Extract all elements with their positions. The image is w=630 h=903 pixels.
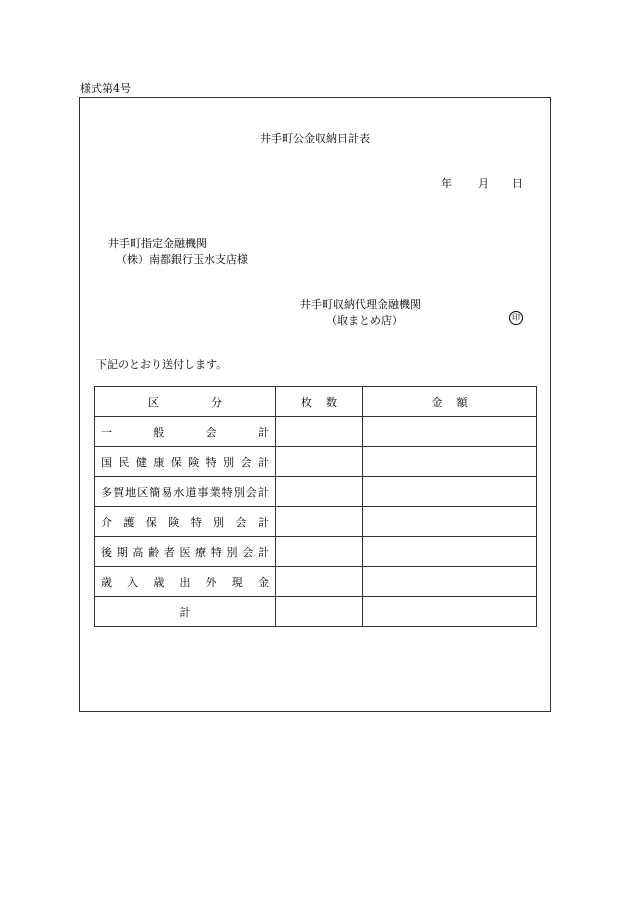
row-category-char: 水	[173, 485, 185, 499]
table-row	[95, 477, 537, 507]
row-amount-cell[interactable]	[363, 417, 537, 447]
row-category-char: 会	[245, 485, 257, 499]
row-category-label	[101, 454, 269, 470]
row-category-label	[101, 514, 269, 530]
sender-line-1: 井手町収納代理金融機関	[300, 298, 421, 311]
row-category-char: 会	[242, 545, 254, 559]
row-category-char: 康	[153, 455, 165, 469]
row-category-char: 金	[257, 575, 269, 589]
addressee-line-1: 井手町指定金融機関	[108, 237, 207, 250]
table-row	[95, 507, 537, 537]
row-category-char: 計	[257, 485, 269, 499]
row-category-char: 期	[116, 545, 128, 559]
row-category-char: 特	[221, 485, 233, 499]
row-category-char: 護	[123, 515, 135, 529]
row-category-char: 般	[153, 425, 165, 439]
row-category-char: 多	[101, 485, 112, 499]
row-count-cell[interactable]	[276, 417, 363, 447]
row-category-char: 国	[101, 455, 112, 469]
row-category-label	[101, 424, 269, 440]
table-row	[95, 447, 537, 477]
date-line	[441, 175, 523, 191]
row-category-char: 業	[209, 485, 221, 499]
row-category-char: 者	[163, 545, 175, 559]
row-category-label	[101, 574, 269, 590]
addressee-line-2: （株）南都銀行玉水支店様	[116, 253, 248, 266]
row-category-char: 会	[240, 455, 252, 469]
date-year-label: 年	[441, 177, 452, 190]
row-category-label	[101, 544, 269, 560]
row-category-char: 地	[125, 485, 137, 499]
sender-line-2: （取まとめ店）	[326, 314, 403, 327]
date-month-label: 月	[478, 177, 489, 190]
row-category-char: 特	[210, 545, 222, 559]
header-count-char-1: 枚	[301, 395, 312, 409]
row-category-char: 易	[161, 485, 173, 499]
seal-mark-icon: 印	[509, 311, 523, 325]
row-category-char: 別	[223, 455, 235, 469]
intro-text: 下記のとおり送付します。	[96, 358, 228, 371]
row-amount-cell[interactable]	[363, 507, 537, 537]
row-category-char: 出	[179, 575, 191, 589]
row-category-char: 齢	[148, 545, 160, 559]
date-day-label: 日	[512, 177, 523, 190]
row-count-cell[interactable]	[276, 537, 363, 567]
row-category-char: 民	[118, 455, 130, 469]
row-category-char: 道	[185, 485, 197, 499]
row-category-char: 会	[205, 425, 217, 439]
row-category-char: 険	[188, 455, 200, 469]
row-amount-cell[interactable]	[363, 447, 537, 477]
row-category-char: 健	[135, 455, 147, 469]
header-amount-char-2: 額	[456, 395, 468, 409]
table-total-row	[95, 597, 537, 627]
row-category-char: 後	[101, 545, 112, 559]
row-category-char: 事	[197, 485, 209, 499]
row-category-char: 賀	[113, 485, 125, 499]
table-row	[95, 537, 537, 567]
row-category-char: 高	[132, 545, 144, 559]
row-category-char: 現	[231, 575, 243, 589]
row-category-char: 外	[205, 575, 217, 589]
document-title: 井手町公金収納日計表	[260, 132, 370, 145]
row-category-char: 別	[213, 515, 225, 529]
row-category-char: 歳	[101, 575, 112, 589]
row-category-char: 別	[226, 545, 238, 559]
row-category-char: 計	[257, 455, 269, 469]
row-category-char: 区	[137, 485, 149, 499]
row-category-char: 計	[257, 515, 269, 529]
row-category-char: 特	[190, 515, 202, 529]
row-category-char: 会	[235, 515, 247, 529]
total-label: 計	[95, 597, 276, 627]
header-count-char-2: 数	[326, 395, 337, 409]
row-category-char: 険	[168, 515, 180, 529]
total-amount-cell[interactable]	[363, 597, 537, 627]
row-category-char: 歳	[153, 575, 165, 589]
row-category-char: 療	[195, 545, 207, 559]
row-category-cell	[95, 447, 276, 477]
row-amount-cell[interactable]	[363, 477, 537, 507]
row-category-char: 保	[170, 455, 182, 469]
header-amount	[363, 387, 537, 417]
header-count	[276, 387, 363, 417]
row-category-cell	[95, 477, 276, 507]
row-category-char: 計	[257, 425, 269, 439]
table-row	[95, 567, 537, 597]
table-row	[95, 417, 537, 447]
row-category-char: 入	[127, 575, 139, 589]
header-kubun	[95, 387, 276, 417]
ledger-table	[94, 386, 537, 627]
row-category-cell	[95, 507, 276, 537]
row-category-char: 別	[233, 485, 245, 499]
row-count-cell[interactable]	[276, 447, 363, 477]
row-category-char: 簡	[149, 485, 161, 499]
table-header-row	[95, 387, 537, 417]
row-category-cell	[95, 417, 276, 447]
header-kubun-char-2: 分	[211, 395, 222, 409]
row-amount-cell[interactable]	[363, 537, 537, 567]
row-category-char: 保	[145, 515, 157, 529]
row-count-cell[interactable]	[276, 567, 363, 597]
row-category-char: 医	[179, 545, 191, 559]
row-category-char: 一	[101, 425, 112, 439]
row-category-char: 特	[205, 455, 217, 469]
row-category-char: 介	[101, 515, 112, 529]
row-count-cell[interactable]	[276, 507, 363, 537]
row-count-cell[interactable]	[276, 477, 363, 507]
total-count-cell[interactable]	[276, 597, 363, 627]
row-category-label	[101, 484, 269, 500]
header-amount-char-1: 金	[431, 395, 443, 409]
row-category-cell	[95, 537, 276, 567]
header-kubun-char-1: 区	[148, 395, 159, 409]
row-category-cell	[95, 567, 276, 597]
form-number: 様式第4号	[80, 82, 131, 95]
row-category-char: 計	[257, 545, 269, 559]
row-amount-cell[interactable]	[363, 567, 537, 597]
